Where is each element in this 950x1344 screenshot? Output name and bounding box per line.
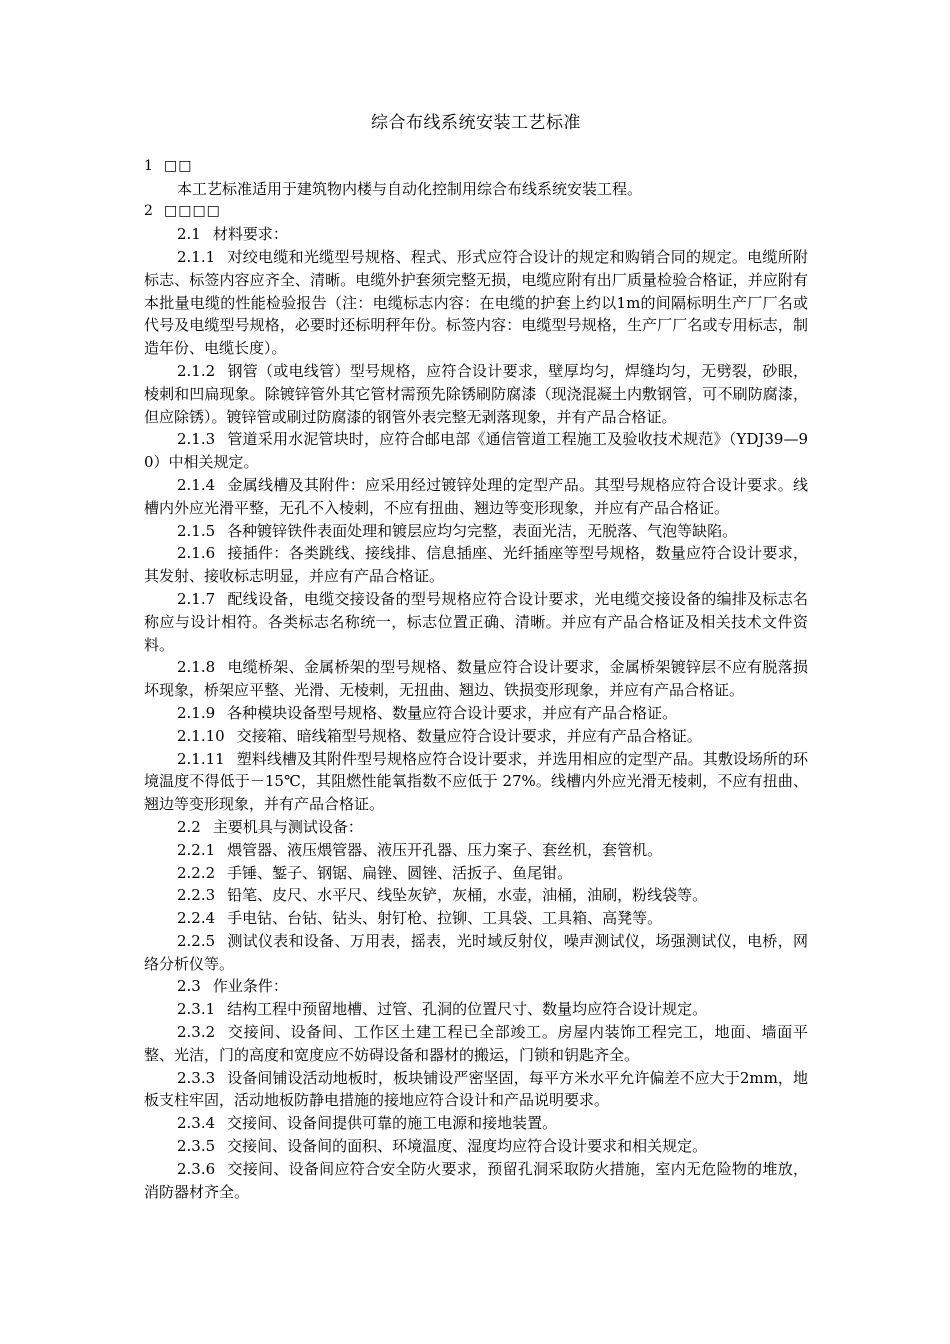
section-heading-1 — [144, 155, 808, 178]
clause-list — [144, 223, 808, 1203]
clause-text: 交接间、设备间、工作区土建工程已全部竣工。房屋内装饰工程完工，地面、墙面平整、光洁，门的高度和宽度应不妨碍设备和器材的搬运，门锁和钥匙齐全。 — [144, 1023, 808, 1064]
clause-number: 2.1 — [177, 225, 201, 244]
clause-number: 2.2.1 — [177, 840, 216, 859]
clause-paragraph — [144, 839, 808, 862]
clause-number: 2.2 — [177, 817, 201, 836]
clause-number: 2.1.2 — [177, 361, 216, 380]
clause-text: 设备间铺设活动地板时，板块铺设严密坚固，每平方米水平允许偏差不应大于2mm，地板支柱牢固，活动地板防静电措施的接地应符合设计和产品说明要求。 — [144, 1068, 808, 1110]
clause-text: 钢管（或电线管）型号规格，应符合设计要求，壁厚均匀，焊缝均匀，无劈裂，砂眼，棱刺和凹扁现象。除镀锌管外其它管材需预先除锈刷防腐漆（现浇混凝土内敷钢管，可不刷防腐漆，但应除锈）。镀锌管或刷过防腐漆的钢管外表完整无剥落现象，并有产品合格证。 — [144, 361, 808, 426]
clause-text: 电缆桥架、金属桥架的型号规格、数量应符合设计要求，金属桥架镀锌层不应有脱落损坏现象，桥架应平整、光滑、无棱刺，无扭曲、翘边、铁损变形现象，并应有产品合格证。 — [144, 658, 808, 700]
section-number: 2 — [144, 203, 154, 220]
clause-text: 对绞电缆和光缆型号规格、程式、形式应符合设计的规定和购销合同的规定。电缆所附标志、标签内容应齐全、清晰。电缆外护套须完整无损，电缆应附有出厂质量检验合格证，并应附有本批量电缆的性能检验报告（注：电缆标志内容：在电缆的护套上约以1m的间隔标明生产厂厂名或代号及电缆型号规格，必要时还标明秤年份。标签内容：电缆型号规格，生产厂厂名或专用标志，制造年份、电缆长度）。 — [144, 247, 808, 358]
clause-number: 2.1.9 — [177, 703, 216, 722]
clause-number: 2.2.4 — [177, 909, 216, 928]
clause-paragraph — [144, 1112, 808, 1135]
clause-text: 交接箱、暗线箱型号规格、数量应符合设计要求，并应有产品合格证。 — [236, 726, 702, 745]
clause-number: 2.1.7 — [177, 589, 216, 608]
clause-text: 交接间、设备间的面积、环境温度、湿度均应符合设计要求和相关规定。 — [227, 1137, 708, 1156]
section-heading-2 — [144, 200, 808, 223]
clause-text: 各种镀锌铁件表面处理和镀层应均匀完整，表面光洁，无脱落、气泡等缺陷。 — [227, 521, 738, 540]
clause-paragraph — [144, 975, 808, 998]
clause-paragraph — [144, 930, 808, 976]
section-heading-text: □□□□ — [164, 203, 221, 220]
clause-paragraph — [144, 725, 808, 748]
clause-paragraph — [144, 474, 808, 520]
section-number: 1 — [144, 157, 154, 174]
clause-text: 测试仪表和设备、万用表，摇表，光时域反射仪，噪声测试仪，场强测试仪，电桥，网络分析仪等。 — [144, 931, 808, 973]
clause-text: 管道采用水泥管块时，应符合邮电部《通信管道工程施工及验收技术规范》（YDJ39—90）中相关规定。 — [144, 430, 808, 472]
clause-number: 2.1.11 — [177, 749, 225, 768]
clause-paragraph — [144, 998, 808, 1021]
clause-text: 各种模块设备型号规格、数量应符合设计要求，并应有产品合格证。 — [227, 703, 678, 722]
clause-text: 接插件：各类跳线、接线排、信息插座、光纤插座等型号规格，数量应符合设计要求，其发射、接收标志明显，并应有产品合格证。 — [144, 544, 808, 586]
clause-number: 2.3.4 — [177, 1114, 216, 1133]
clause-number: 2.1.10 — [177, 726, 225, 745]
clause-paragraph — [144, 907, 808, 930]
clause-text: 结构工程中预留地槽、过管、孔洞的位置尺寸、数量均应符合设计规定。 — [227, 1000, 708, 1019]
clause-number: 2.2.3 — [177, 886, 216, 905]
clause-paragraph — [144, 1067, 808, 1113]
clause-paragraph — [144, 428, 808, 474]
clause-text: 作业条件： — [212, 977, 288, 996]
clause-paragraph — [144, 588, 808, 656]
scope-paragraph: 本工艺标准适用于建筑物内楼与自动化控制用综合布线系统安装工程。 — [177, 179, 643, 198]
clause-number: 2.1.4 — [177, 475, 216, 494]
clause-number: 2.1.5 — [177, 521, 216, 540]
clause-paragraph — [144, 520, 808, 543]
clause-paragraph — [144, 816, 808, 839]
clause-text: 手锤、錾子、钢锯、扁锉、圆锉、活扳子、鱼尾钳。 — [227, 863, 573, 882]
clause-paragraph — [144, 748, 808, 816]
clause-text: 手电钻、台钻、钻头、射钉枪、拉铆、工具袋、工具箱、高凳等。 — [227, 909, 663, 928]
clause-number: 2.3.5 — [177, 1137, 216, 1156]
clause-number: 2.3.2 — [177, 1023, 216, 1042]
clause-paragraph — [144, 246, 808, 360]
clause-text: 煨管器、液压煨管器、液压开孔器、压力案子、套丝机，套管机。 — [227, 840, 663, 859]
document-title: 综合布线系统安装工艺标准 — [371, 113, 581, 133]
clause-text: 配线设备，电缆交接设备的型号规格应符合设计要求，光电缆交接设备的编排及标志名称应与设计相符。各类标志名称统一，标志位置正确、清晰。并应有产品合格证及相关技术文件资料。 — [144, 589, 808, 654]
clause-number: 2.1.6 — [177, 544, 216, 563]
clause-paragraph — [144, 1021, 808, 1067]
clause-paragraph — [144, 542, 808, 588]
clause-paragraph — [144, 1158, 808, 1204]
clause-number: 2.3 — [177, 977, 201, 996]
clause-paragraph — [144, 360, 808, 428]
clause-number: 2.3.1 — [177, 1000, 216, 1019]
section-heading-text: □□ — [164, 157, 193, 174]
clause-text: 塑料线槽及其附件型号规格应符合设计要求，并选用相应的定型产品。其敷设场所的环境温度不得低于－15℃，其阻燃性能氧指数不应低于 27%。线槽内外应光滑无棱刺，不应有扭曲、翘边等变形现象，并有产品合格证。 — [144, 749, 808, 814]
clause-paragraph — [144, 862, 808, 885]
clause-text: 材料要求： — [212, 225, 288, 244]
clause-paragraph — [144, 223, 808, 246]
clause-number: 2.3.3 — [177, 1068, 216, 1087]
clause-number: 2.2.2 — [177, 863, 216, 882]
clause-number: 2.3.6 — [177, 1159, 216, 1178]
clause-text: 金属线槽及其附件：应采用经过镀锌处理的定型产品。其型号规格应符合设计要求。线槽内外应光滑平整，无孔不入棱刺，不应有扭曲、翘边等变形现象，并应有产品合格证。 — [144, 475, 808, 517]
clause-text: 铅笔、皮尺、水平尺、线坠灰铲，灰桶，水壶，油桶，油刷，粉线袋等。 — [227, 886, 708, 905]
clause-paragraph — [144, 656, 808, 702]
clause-text: 主要机具与测试设备： — [212, 817, 363, 836]
clause-number: 2.1.8 — [177, 658, 216, 677]
clause-number: 2.2.5 — [177, 931, 216, 950]
clause-number: 2.1.1 — [177, 247, 216, 266]
clause-number: 2.1.3 — [177, 430, 216, 449]
clause-paragraph — [144, 884, 808, 907]
document-page — [144, 112, 808, 1203]
clause-text: 交接间、设备间提供可靠的施工电源和接地装置。 — [227, 1114, 558, 1133]
clause-text: 交接间、设备间应符合安全防火要求，预留孔洞采取防火措施，室内无危险物的堆放，消防器材齐全。 — [144, 1159, 808, 1201]
clause-paragraph — [144, 1135, 808, 1158]
clause-paragraph — [144, 702, 808, 725]
